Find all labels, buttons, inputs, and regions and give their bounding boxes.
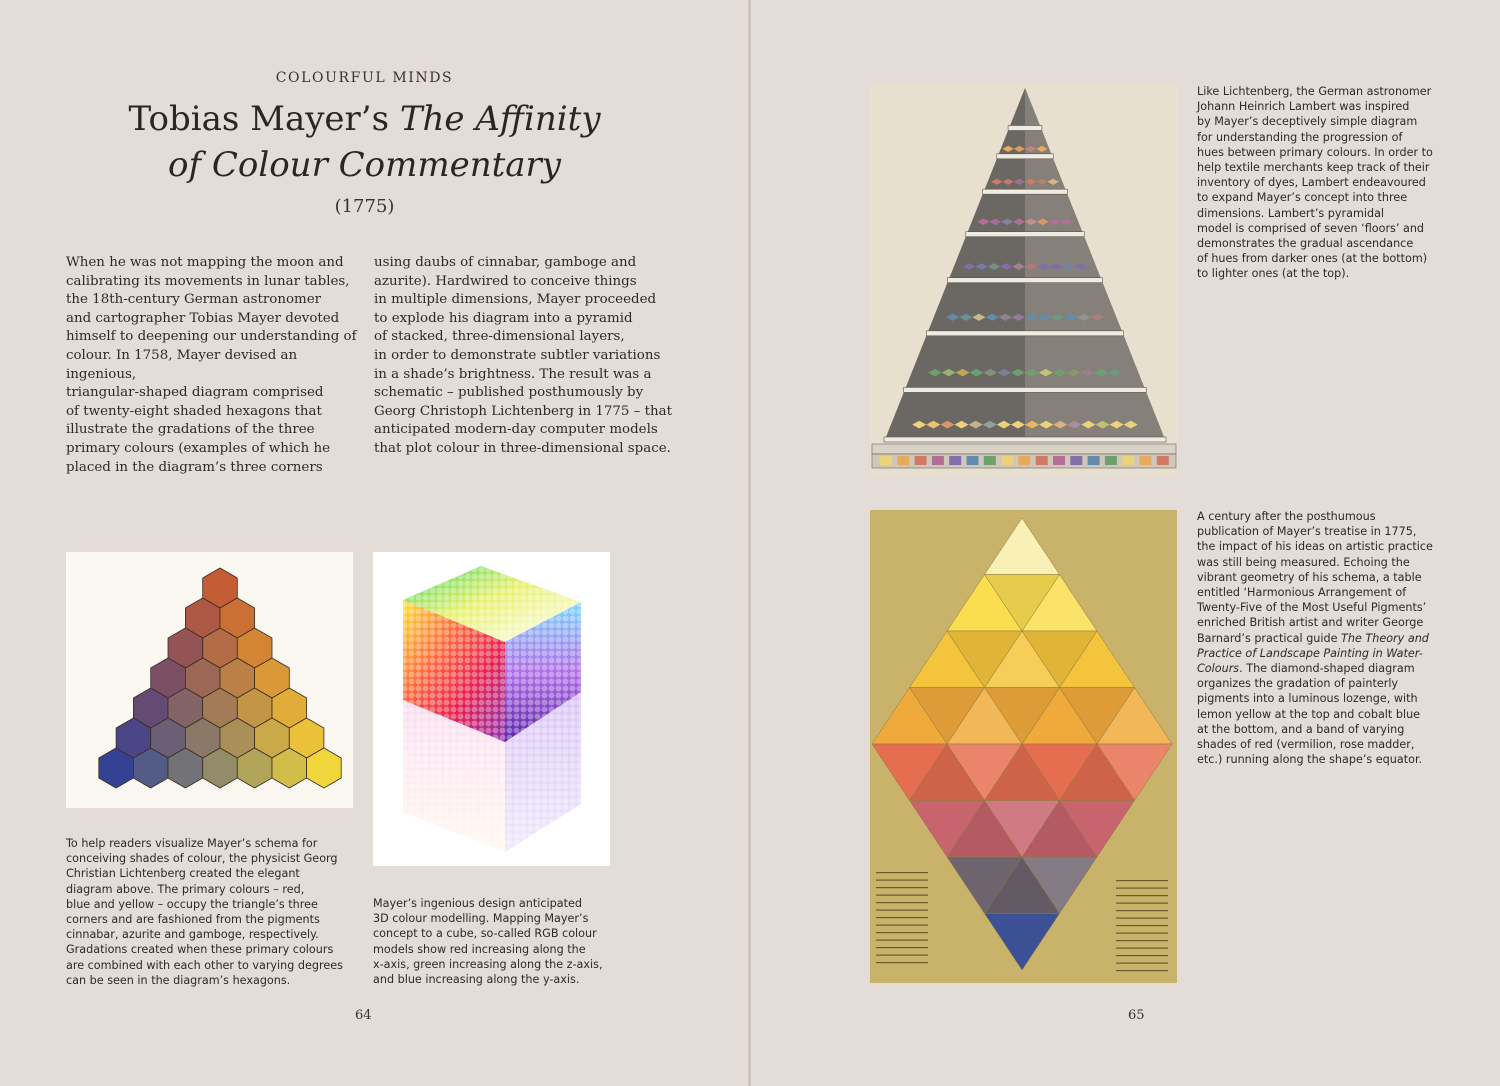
text-line [1197, 707, 1447, 722]
plain-text: enriched British artist and writer George [1197, 616, 1424, 630]
text-line [1197, 539, 1447, 554]
right-page [751, 0, 1500, 1086]
pyramid-base-upper [872, 444, 1176, 454]
text-line: schematic – published posthumously by [374, 385, 644, 401]
pyramid-base-swatch [1018, 456, 1030, 465]
text-line: for understanding the progression of [1197, 130, 1403, 144]
text-line: concept to a cube, so-called RGB colour [373, 927, 597, 941]
text-line [1197, 615, 1447, 630]
page-number-right: 65 [1128, 1008, 1145, 1023]
text-line: help textile merchants keep track of their [1197, 161, 1430, 175]
page-number-left: 64 [355, 1008, 372, 1023]
plain-text: A century after the posthumous [1197, 510, 1376, 523]
pyramid-base-swatch [1122, 456, 1134, 465]
text-line: using daubs of cinnabar, gamboge and [374, 255, 637, 270]
page-title [0, 96, 729, 188]
diamond-legend-line-right [1116, 940, 1168, 941]
text-line: anticipated modern-day computer models [374, 422, 658, 438]
text-line: placed in the diagram’s three corners [66, 459, 323, 475]
text-line: to lighter ones (at the top). [1197, 267, 1350, 281]
diamond-legend-line-left [876, 955, 928, 956]
text-line: cinnabar, azurite and gamboge, respectively. [66, 928, 319, 942]
text-line: When he was not mapping the moon and [66, 255, 344, 270]
chapter-kicker: COLOURFUL MINDS [275, 70, 454, 86]
text-line [1197, 509, 1447, 524]
pyramid-floor [997, 154, 1053, 159]
rgb-cube-figure [373, 552, 610, 866]
text-line: Gradations created when these primary colours [66, 943, 334, 957]
text-line: Georg Christoph Lichtenberg in 1775 – that [374, 403, 673, 419]
plain-text: was still being measured. Echoing the [1197, 555, 1410, 569]
text-line: conceiving shades of colour, the physicist Georg [66, 852, 338, 866]
pyramid-base-swatch [949, 456, 961, 465]
diamond-legend-line-left [876, 962, 928, 963]
body-column-2 [374, 254, 672, 459]
title-year: (1775) [334, 196, 395, 217]
text-line [1197, 570, 1447, 585]
pyramid-base-swatch [1036, 456, 1048, 465]
text-line: of hues from darker ones (at the bottom) [1197, 252, 1428, 266]
pyramid-floor [947, 278, 1102, 283]
left-page [0, 0, 749, 1086]
text-line: to expand Mayer’s concept into three [1197, 191, 1408, 205]
text-line: azurite). Hardwired to conceive things [374, 273, 637, 289]
diamond-legend-line-right [1116, 925, 1168, 926]
diamond-legend-line-right [1116, 910, 1168, 911]
text-line: To help readers visualize Mayer’s schema for [66, 837, 318, 850]
pyramid-base-swatch [1001, 456, 1013, 465]
italic-text: Practice of Landscape Painting in Water- [1197, 646, 1423, 660]
text-line: calibrating its movements in lunar tables, [66, 273, 350, 289]
text-line [1197, 676, 1447, 691]
plain-text: etc.) running along the shape’s equator. [1197, 753, 1423, 767]
barnard-diamond-figure [870, 510, 1177, 983]
text-line: models show red increasing along the [373, 942, 586, 956]
pyramid-base-swatch [1157, 456, 1169, 465]
text-line: hues between primary colours. In order to [1197, 145, 1433, 159]
diamond-legend-line-left [876, 887, 928, 888]
italic-text: The Theory and [1341, 631, 1429, 645]
diamond-legend-line-right [1116, 948, 1168, 949]
text-line: to explode his diagram into a pyramid [374, 310, 633, 326]
caption-hexagon [66, 836, 366, 988]
text-line: in order to demonstrate subtler variations [374, 347, 661, 363]
text-line: by Mayer’s deceptively simple diagram [1197, 115, 1418, 129]
title-plain: Tobias Mayer’s [128, 99, 400, 139]
text-line: Johann Heinrich Lambert was inspired [1197, 100, 1410, 114]
italic-text: Colours [1197, 662, 1240, 676]
pyramid-floor [966, 232, 1084, 237]
text-line: Christian Lichtenberg created the elegant [66, 867, 300, 881]
plain-text: Twenty-Five of the Most Useful Pigments’ [1197, 601, 1427, 615]
diamond-legend-line-left [876, 917, 928, 918]
diamond-legend-line-right [1116, 970, 1168, 971]
hexagon-triangle-figure [66, 552, 353, 808]
caption-pyramid [1197, 84, 1447, 282]
pyramid-base-swatch [915, 456, 927, 465]
text-line: blue and yellow – occupy the triangle’s three [66, 897, 318, 911]
text-line: illustrate the gradations of the three [66, 422, 315, 438]
text-line: x-axis, green increasing along the z-axis, [373, 957, 603, 971]
title-italic-2: of Colour Commentary [167, 145, 562, 185]
pyramid-base-swatch [932, 456, 944, 465]
pyramid-base-swatch [967, 456, 979, 465]
pyramid-base-swatch [880, 456, 892, 465]
rgb-cube-diagram [373, 552, 610, 866]
text-line: of stacked, three-dimensional layers, [374, 329, 625, 345]
diamond-legend-line-left [876, 902, 928, 903]
plain-text: at the bottom, and a band of varying [1197, 722, 1405, 736]
text-line [1197, 752, 1447, 767]
diamond-legend-line-left [876, 910, 928, 911]
text-line: of twenty-eight shaded hexagons that [66, 403, 322, 419]
plain-text: lemon yellow at the top and cobalt blue [1197, 707, 1421, 721]
text-line: model is comprised of seven ‘floors’ and [1197, 221, 1425, 235]
text-line [1197, 646, 1447, 661]
diamond-legend-line-left [876, 940, 928, 941]
pyramid-floor [1008, 126, 1042, 131]
pyramid-base-swatch [1070, 456, 1082, 465]
text-line: diagram above. The primary colours – red, [66, 882, 305, 896]
plain-text: organizes the gradation of painterly [1197, 677, 1399, 691]
pyramid-floor [884, 437, 1166, 442]
barnard-diamond-diagram [870, 510, 1177, 983]
text-line [1197, 631, 1447, 646]
plain-text: entitled ‘Harmonious Arrangement of [1197, 586, 1407, 600]
text-line: Mayer’s ingenious design anticipated [373, 897, 582, 910]
pyramid-base-swatch [1140, 456, 1152, 465]
text-line: triangular-shaped diagram comprised [66, 385, 324, 401]
text-line [1197, 524, 1447, 539]
pyramid-base-swatch [897, 456, 909, 465]
text-line: 3D colour modelling. Mapping Mayer’s [373, 912, 589, 926]
hexagon-triangle-diagram [66, 552, 353, 808]
text-line: that plot colour in three-dimensional space. [374, 440, 671, 456]
pyramid-base-swatch [1105, 456, 1117, 465]
pyramid-base-swatch [1053, 456, 1065, 465]
pyramid-floor [926, 331, 1123, 336]
diamond-legend-line-right [1116, 955, 1168, 956]
text-line: can be seen in the diagram’s hexagons. [66, 973, 291, 987]
diamond-legend-line-right [1116, 880, 1168, 881]
diamond-cell [985, 914, 1060, 971]
text-line: corners and are fashioned from the pigments [66, 913, 320, 927]
diamond-cell [985, 518, 1060, 575]
plain-text: vibrant geometry of his schema, a table [1197, 570, 1422, 584]
text-line: inventory of dyes, Lambert endeavoured [1197, 176, 1426, 190]
diamond-legend-line-left [876, 872, 928, 873]
text-line [1197, 691, 1447, 706]
plain-text: the impact of his ideas on artistic practice [1197, 540, 1433, 554]
diamond-legend-line-left [876, 947, 928, 948]
diamond-legend-line-right [1116, 918, 1168, 919]
plain-text: pigments into a luminous lozenge, with [1197, 692, 1418, 706]
lambert-pyramid-figure [870, 84, 1178, 476]
diamond-legend-line-left [876, 880, 928, 881]
diamond-legend-line-left [876, 932, 928, 933]
diamond-legend-line-right [1116, 963, 1168, 964]
pyramid-floor [983, 189, 1068, 194]
diamond-legend-line-right [1116, 933, 1168, 934]
caption-diamond [1197, 509, 1447, 767]
text-line: in multiple dimensions, Mayer proceeded [374, 292, 657, 308]
diamond-legend-line-left [876, 895, 928, 896]
plain-text: . The diamond-shaped diagram [1239, 662, 1415, 676]
text-line: himself to deepening our understanding of [66, 329, 357, 345]
body-column-1 [66, 254, 360, 477]
text-line: in a shade’s brightness. The result was a [374, 366, 652, 382]
text-line [1197, 600, 1447, 615]
text-line: and blue increasing along the y-axis. [373, 973, 580, 987]
plain-text: shades of red (vermilion, rose madder, [1197, 738, 1415, 752]
text-line [1197, 585, 1447, 600]
text-line: demonstrates the gradual ascendance [1197, 237, 1414, 251]
plain-text: Barnard’s practical guide [1197, 631, 1342, 645]
diamond-legend-line-right [1116, 888, 1168, 889]
pyramid-base-swatch [984, 456, 996, 465]
pyramid-floor [904, 387, 1146, 392]
text-line [1197, 737, 1447, 752]
text-line: Like Lichtenberg, the German astronomer [1197, 85, 1432, 98]
text-line: colour. In 1758, Mayer devised an ingenious, [66, 347, 298, 382]
diamond-legend-line-right [1116, 895, 1168, 896]
text-line: and cartographer Tobias Mayer devoted [66, 310, 340, 326]
title-italic-1: The Affinity [399, 99, 601, 139]
pyramid-base-swatch [1088, 456, 1100, 465]
lambert-pyramid-diagram [870, 84, 1178, 476]
caption-cube [373, 896, 613, 987]
plain-text: publication of Mayer’s treatise in 1775, [1197, 525, 1417, 539]
diamond-legend-line-left [876, 925, 928, 926]
text-line [1197, 661, 1447, 676]
text-line: the 18th-century German astronomer [66, 292, 322, 308]
text-line [1197, 555, 1447, 570]
diamond-legend-line-right [1116, 903, 1168, 904]
text-line: dimensions. Lambert’s pyramidal [1197, 206, 1385, 220]
text-line: are combined with each other to varying degrees [66, 958, 343, 972]
text-line: primary colours (examples of which he [66, 440, 331, 456]
text-line [1197, 722, 1447, 737]
